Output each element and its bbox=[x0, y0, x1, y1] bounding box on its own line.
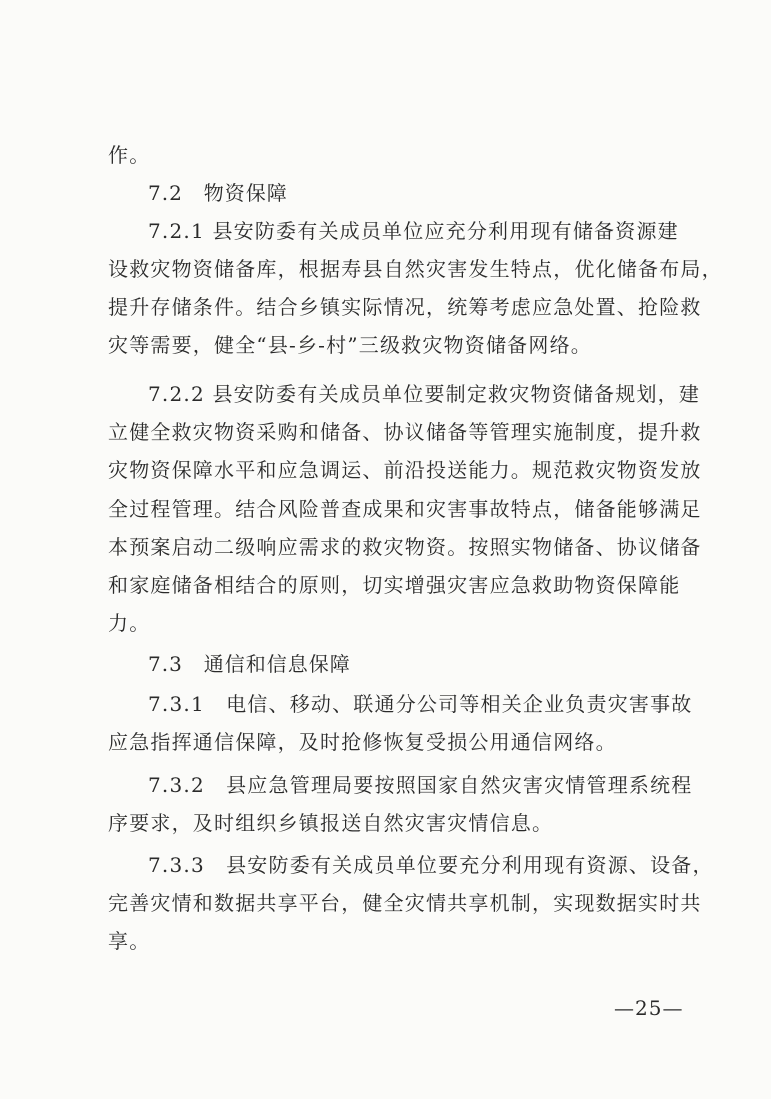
paragraph-7-2-1-line-4: 灾等需要，健全“县-乡-村”三级救灾物资储备网络。 bbox=[108, 333, 592, 357]
section-heading-7-2: 7.2 物资保障 bbox=[148, 181, 288, 205]
paragraph-7-3-2-line-1: 7.3.2 县应急管理局要按照国家自然灾害灾情管理系统程 bbox=[148, 773, 693, 797]
paragraph-7-2-1-line-3: 提升存储条件。结合乡镇实际情况，统筹考虑应急处置、抢险救 bbox=[108, 295, 702, 319]
paragraph-7-2-2-line-4: 全过程管理。结合风险普查成果和灾害事故特点，储备能够满足 bbox=[108, 497, 702, 521]
paragraph-7-2-2-line-1: 7.2.2 县安防委有关成员单位要制定救灾物资储备规划，建 bbox=[148, 382, 701, 406]
paragraph-7-2-2-line-5: 本预案启动二级响应需求的救灾物资。按照实物储备、协议储备 bbox=[108, 535, 702, 559]
paragraph-7-3-3-line-2: 完善灾情和数据共享平台，健全灾情共享机制，实现数据实时共 bbox=[108, 891, 702, 915]
paragraph-7-3-2-line-2: 序要求，及时组织乡镇报送自然灾害灾情信息。 bbox=[108, 811, 554, 835]
page-number: —25— bbox=[614, 996, 684, 1020]
section-heading-7-3: 7.3 通信和信息保障 bbox=[148, 652, 351, 676]
paragraph-7-3-1-line-1: 7.3.1 电信、移动、联通分公司等相关企业负责灾害事故 bbox=[148, 692, 693, 716]
paragraph-7-2-2-line-7: 力。 bbox=[108, 611, 151, 635]
paragraph-7-2-2-line-3: 灾物资保障水平和应急调运、前沿投送能力。规范救灾物资发放 bbox=[108, 458, 702, 482]
paragraph-7-2-1-line-2: 设救灾物资储备库，根据寿县自然灾害发生特点，优化储备布局， bbox=[108, 257, 723, 281]
paragraph-7-3-3-line-1: 7.3.3 县安防委有关成员单位要充分利用现有资源、设备， bbox=[148, 853, 714, 877]
text-line-continuation: 作。 bbox=[108, 143, 151, 167]
paragraph-7-2-2-line-2: 立健全救灾物资采购和储备、协议储备等管理实施制度，提升救 bbox=[108, 420, 702, 444]
paragraph-7-3-3-line-3: 享。 bbox=[108, 929, 151, 953]
paragraph-7-2-2-line-6: 和家庭储备相结合的原则，切实增强灾害应急救助物资保障能 bbox=[108, 573, 681, 597]
paragraph-7-2-1-line-1: 7.2.1 县安防委有关成员单位应充分利用现有储备资源建 bbox=[148, 219, 679, 243]
paragraph-7-3-1-line-2: 应急指挥通信保障，及时抢修恢复受损公用通信网络。 bbox=[108, 730, 617, 754]
